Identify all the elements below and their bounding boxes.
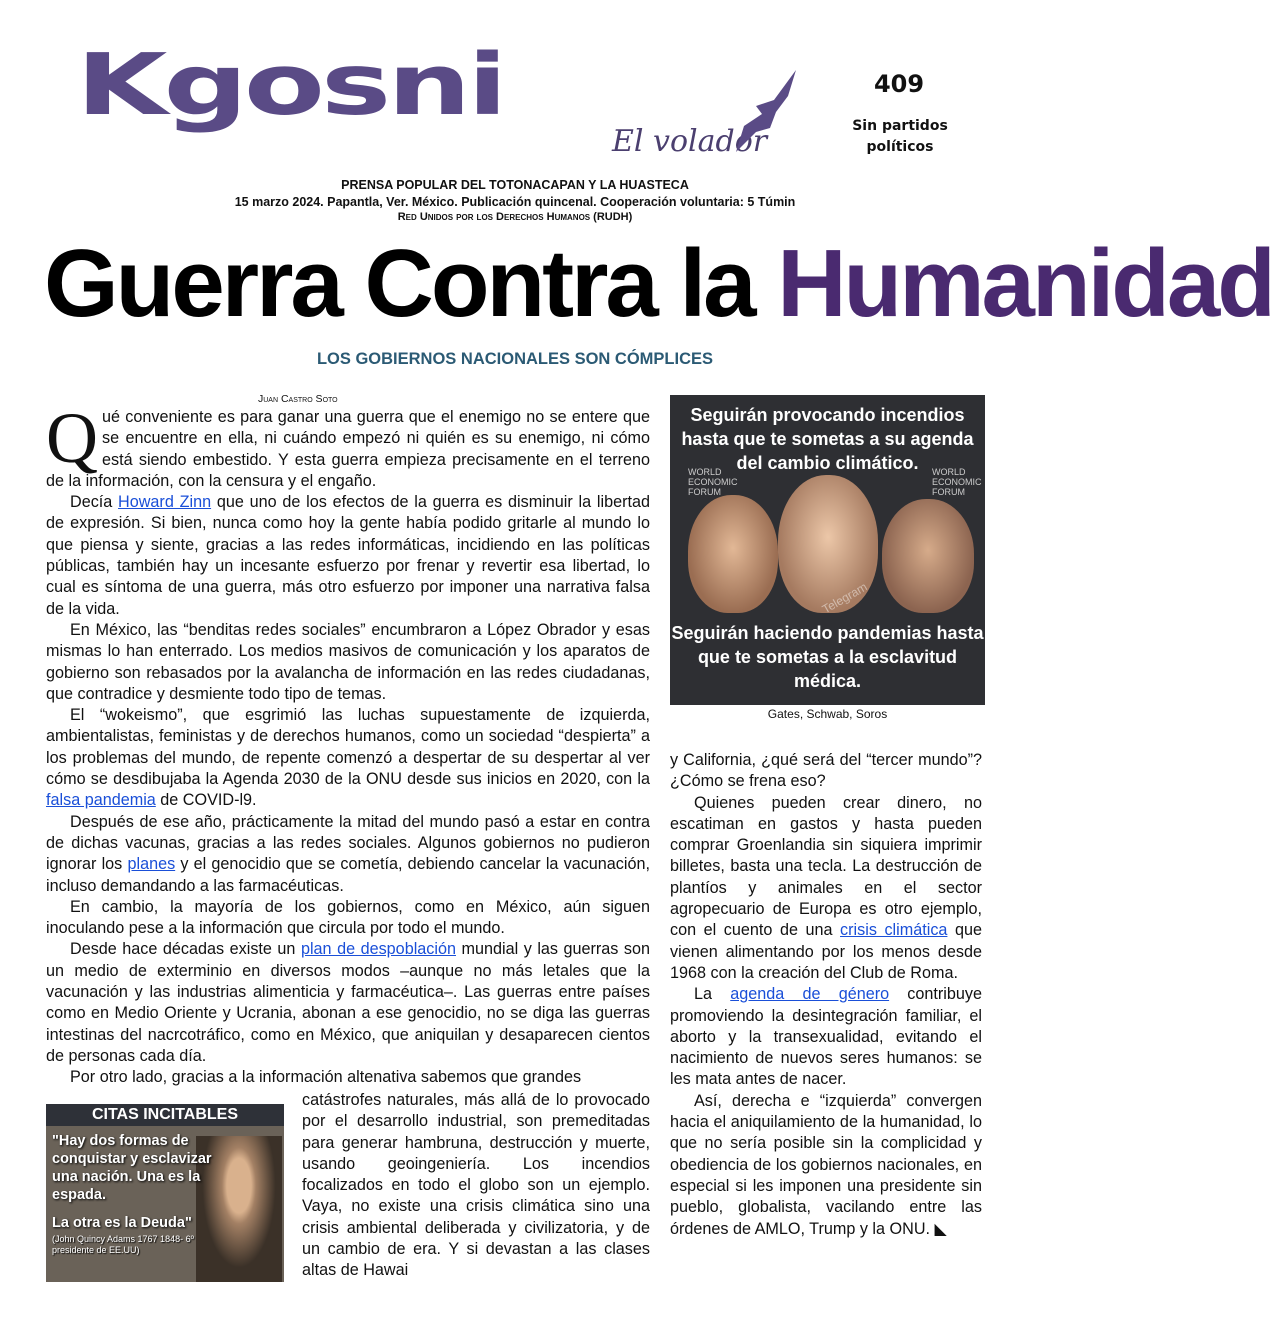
paragraph-text: Después de ese año, prácticamente la mitad del mundo pasó a estar en contra de dichas vacunas, gracias a las redes sociales. Algunos gobiernos no pudieron ignorar los <box>46 812 650 874</box>
article-column-2 <box>670 750 982 1240</box>
network-line: Red Unidos por los Derechos Humanos (RUDH) <box>397 211 633 223</box>
issue-number: 409 <box>873 70 925 98</box>
paragraph-text: Desde hace décadas existe un <box>70 940 301 959</box>
paragraph-text: Quienes pueden crear dinero, no escatiman en gastos y hasta pueden comprar Groenlandia sin siquiera imprimir billetes, basta una tecla. La destrucción de plantíos y animales en el sector agropecuario de Europa es otro ejemplo, con el cuento de una <box>670 793 982 940</box>
headline <box>44 218 1273 350</box>
logo-wordmark: Kgosni <box>76 34 504 135</box>
face-gates <box>688 495 778 613</box>
paragraph <box>46 705 650 811</box>
quote-credit: (John Quincy Adams 1767 1848- 6º presidente de EE.UU) <box>52 1234 194 1255</box>
paragraph: En cambio, la mayoría de los gobiernos, como en México, aún siguen inoculando pese a la información que circula por todo el mundo. <box>46 897 650 938</box>
end-mark-icon: ◣ <box>934 1219 947 1238</box>
paragraph: catástrofes naturales, más allá de lo provocado por el desarrollo industrial, son premeditadas para generar hambruna, destrucción y muerte, usando geoingeniería. Los incendios focalizados en todo el globo son un ejemplo. Vaya, no existe una crisis climática sino una crisis ambiental deliberada y civilizatoria, y de un cambio de era. Y si devastan a las clases altas de Hawai <box>302 1091 650 1280</box>
photo-top-text: Seguirán provocando incendios hasta que te sometas a su agenda del cambio climático. <box>681 405 974 473</box>
quote-line-1: "Hay dos formas de conquistar y esclavizar una nación. Una es la espada. <box>52 1133 212 1203</box>
paragraph-text: contribuye promoviendo la desintegración familiar, el aborto y la transexualidad, evitando el nacimiento de nuevos seres humanos: se les mata antes de nacer. <box>670 985 982 1089</box>
paragraph <box>46 812 650 897</box>
citas-heading: CITAS INCITABLES <box>46 1104 284 1126</box>
wef-logo-right: WORLD ECONOMIC FORUM <box>932 467 982 497</box>
paragraph <box>46 939 650 1067</box>
paragraph-text: que uno de los efectos de la guerra es disminuir la libertad de expresión. Si bien, nunca como hoy la gente había podido gritarle al mundo lo que piensa y siente, gracias a las redes informáticas, incidiendo en las políticas públicas, también hay un incesante esfuerzo por frenar y revertir esa libertad, lo cual es síntoma de una guerra, más otro esfuerzo por imponer una narrativa falsa de la vida. <box>46 493 650 618</box>
link-howard-zinn[interactable]: Howard Zinn <box>118 493 212 512</box>
byline: Juan Castro Soto <box>258 393 338 405</box>
paragraph <box>670 984 982 1090</box>
photo-gates-schwab-soros <box>670 395 985 705</box>
link-agenda-genero[interactable]: agenda de género <box>730 985 890 1004</box>
paragraph-text: que vienen alimentando por los menos desde 1968 con la creación del Club de Roma. <box>670 921 982 982</box>
wef-logo-left: WORLD ECONOMIC FORUM <box>688 467 738 497</box>
photo-bottom-text: Seguirán haciendo pandemias hasta que te sometas a la esclavitud médica. <box>671 623 984 691</box>
paragraph-text: de COVID-l9. <box>155 791 257 810</box>
headline-part2: Humanidad <box>777 230 1273 337</box>
link-crisis-climatica[interactable]: crisis climática <box>840 921 948 940</box>
paragraph <box>670 1091 982 1240</box>
photo-caption: Gates, Schwab, Soros <box>767 707 888 721</box>
paragraph <box>670 793 982 985</box>
dropcap: Q <box>46 398 98 478</box>
paragraph <box>46 492 650 620</box>
link-plan-despoblacion[interactable]: plan de despoblación <box>300 940 456 959</box>
subheadline: LOS GOBIERNOS NACIONALES SON CÓMPLICES <box>316 350 714 368</box>
paragraph-text: Así, derecha e “izquierda” convergen hacia el aniquilamiento de la humanidad, lo que no sería posible sin la complicidad y obediencia de los gobiernos nacionales, en especial si les imponen una presidente sin pueblo, globalista, vacilando entre las órdenes de AMLO, Trump y la ONU. <box>670 1091 982 1238</box>
link-planes[interactable]: planes <box>127 855 176 874</box>
paragraph: En México, las “benditas redes sociales” encumbraron a López Obrador y esas mismas lo han enterrado. Los medios masivos de comunicación y los aparatos de gobierno son rebasados por la avalancha de información en las redes ciudadanas, que contradice y desmiente todo tipo de temas. <box>46 620 650 703</box>
tagline: Sin partidos políticos <box>852 118 948 155</box>
link-falsa-pandemia[interactable]: falsa pandemia <box>46 791 156 810</box>
date-line: 15 marzo 2024. Papantla, Ver. México. Publicación quincenal. Cooperación voluntaria: 5 Túmin <box>234 195 796 209</box>
paragraph: y California, ¿qué será del “tercer mundo”? ¿Cómo se frena eso? <box>670 751 982 791</box>
watermark: Telegram <box>819 579 870 617</box>
paragraph-text: y el genocidio que se cometía, debiendo cancelar la vacunación, incluso demandando a las farmacéuticas. <box>46 855 651 895</box>
paragraph-text: El “wokeismo”, que esgrimió las luchas supuestamente de izquierda, ambientalistas, feministas y de derechos humanos, como un sociedad “despierta” a los problemas del mundo, de repente comenzó a despertar de su despertar al ver cómo se desdibujaba la Agenda 2030 de la ONU desde sus inicios en 2020, con la <box>46 706 650 789</box>
article-column-1-continued <box>302 1090 650 1282</box>
paragraph: Por otro lado, gracias a la información altenativa sabemos que grandes <box>70 1068 582 1087</box>
paragraph-text: Decía <box>70 493 119 512</box>
face-soros <box>882 499 974 613</box>
paragraph-text: La <box>694 985 731 1004</box>
logo-subtitle: El volador <box>612 124 768 159</box>
publication-line: PRENSA POPULAR DEL TOTONACAPAN Y LA HUASTECA <box>341 178 689 192</box>
bird-icon <box>726 66 806 156</box>
quote-line-2: La otra es la Deuda" <box>52 1215 192 1231</box>
paragraph-text: ué conveniente es para ganar una guerra que el enemigo no se entere que se encuentre en ella, ni cuándo empezó ni quién es su enemigo, ni cómo está siendo embestido. Y esta guerra empieza precisamente en el terreno de la información, con la censura y el engaño. <box>46 408 650 490</box>
headline-part1: Guerra Contra la <box>44 230 778 337</box>
citas-image <box>46 1126 284 1282</box>
paragraph-text: mundial y las guerras son un medio de exterminio en diversos modos –aunque no más letales que la vacunación y las industrias alimenticia y farmacéutica–. Las guerras entre países como en Medio Oriente y Ucrania, abonan a ese genocidio, no se diga las guerras intestinas del nacrcotráfico, como en México, que aniquilan y desaparecen cientos de personas cada día. <box>46 940 651 1065</box>
